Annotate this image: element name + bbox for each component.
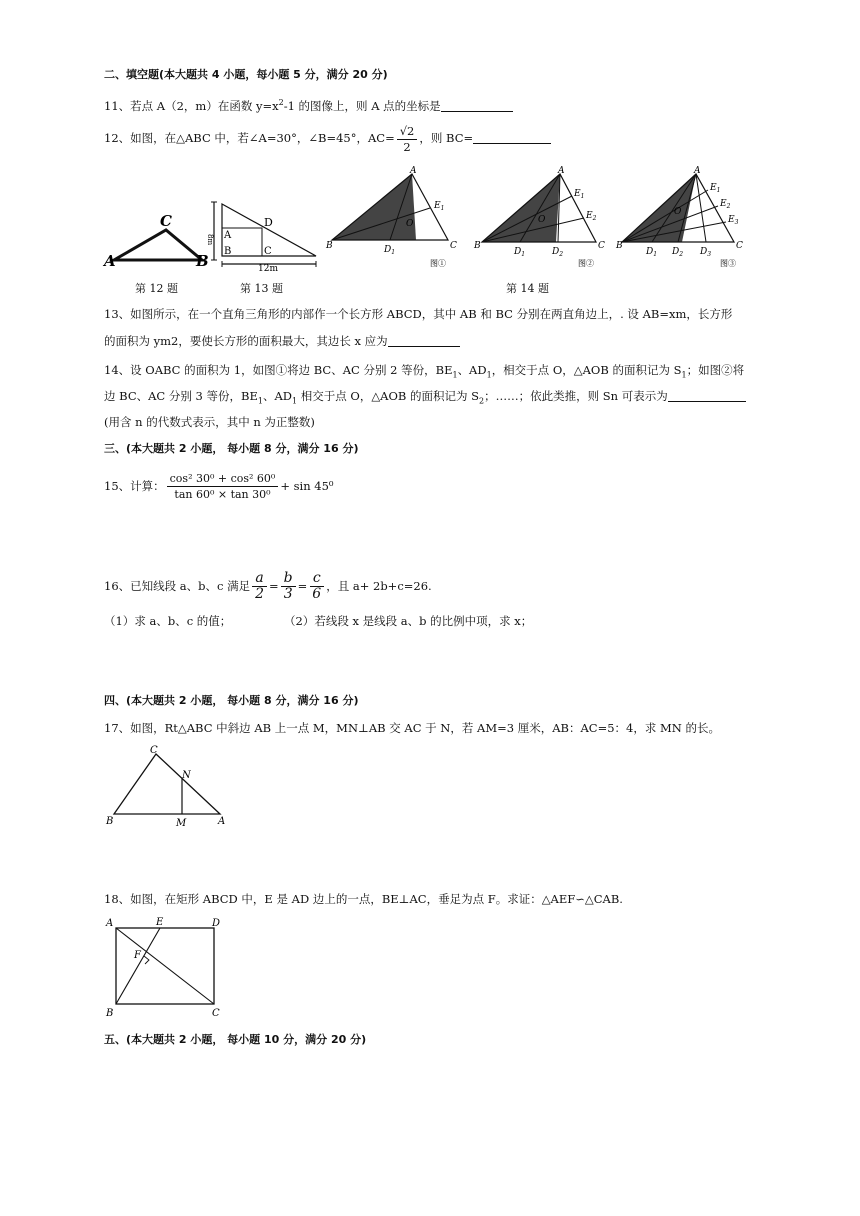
section2-header: 二、填空题(本大题共 4 小题，每小题 5 分，满分 20 分) — [104, 68, 388, 81]
fig14-3-label-a: A — [694, 166, 701, 176]
fig14-2-label-d1: $D_1$ — [514, 247, 526, 258]
fig13-label-b: B — [224, 246, 232, 257]
figure-14-2 — [474, 166, 616, 270]
q12-text-pre: 12、如图，在△ABC 中，若∠A=30°，∠B=45°，AC= — [104, 131, 395, 145]
fig14-3-label-e3: $E_3$ — [728, 215, 739, 226]
section3-header: 三、(本大题共 2 小题， 每小题 8 分，满分 16 分) — [104, 442, 359, 455]
fig14-3-label-b: B — [616, 241, 623, 251]
q16-frac-b-num: b — [281, 571, 296, 587]
q13-text: 的面积为 ym2，要使长方形的面积最大，其边长 x 应为 — [104, 334, 388, 348]
fig14-3-label-d1: $D_1$ — [646, 247, 658, 258]
question-11 — [104, 95, 513, 114]
q14-l2-sub3: 2 — [479, 396, 485, 406]
q15-text-post: + sin 45⁰ — [280, 479, 334, 493]
fig14-2-label-d2: $D_2$ — [552, 247, 564, 258]
q14-l2-d: ；……；依此类推，则 Sn 可表示为 — [484, 389, 668, 403]
q16-frac-b-den: 3 — [283, 585, 293, 602]
fig18-label-b: B — [106, 1008, 114, 1019]
fig12-label-b: B — [196, 252, 209, 270]
q12-text-post: ，则 BC= — [419, 131, 474, 145]
fig17-label-a: A — [218, 816, 226, 827]
fig18-label-c: C — [212, 1008, 220, 1019]
q15-text-pre: 15、计算： — [104, 479, 165, 493]
fig14-2-tag: 图② — [578, 259, 594, 268]
q16-frac-a-den: 2 — [255, 585, 265, 602]
figure-14-1 — [326, 168, 468, 270]
q16-fraction-c — [309, 571, 324, 602]
fig12-triangle — [114, 230, 202, 260]
fig14-2-label-o: O — [538, 215, 546, 225]
fig14-2-label-e1: $E_1$ — [574, 189, 585, 200]
fig14-1-label-e1: $E_1$ — [434, 201, 445, 212]
question-16 — [104, 566, 432, 606]
q11-text-post: -1 的图像上，则 A 点的坐标是 — [283, 98, 441, 113]
q11-answer-blank[interactable] — [441, 99, 513, 112]
figure-17 — [104, 744, 234, 830]
q16-eq1: = — [269, 579, 279, 593]
question-14-line2 — [104, 388, 746, 409]
fig14-3-label-o: O — [674, 207, 682, 217]
figure-12 — [104, 212, 212, 268]
fig14-3-label-d3: $D_3$ — [700, 247, 712, 258]
q12-ac-fraction — [397, 124, 418, 155]
fig14-2-label-a: A — [558, 166, 565, 176]
question-16-part2: （2）若线段 x 是线段 a、b 的比例中项，求 x； — [284, 614, 533, 628]
q14-l1-c: ，相交于点 O，△AOB 的面积记为 S — [491, 363, 682, 377]
q16-frac-c-den: 6 — [312, 585, 322, 602]
fig13-side-bottom: 12m — [258, 264, 278, 274]
q16-fraction-a — [252, 571, 267, 602]
fig18-label-a: A — [106, 918, 114, 929]
figure-18 — [104, 914, 224, 1020]
fig13-label-d: D — [264, 216, 273, 229]
q14-l1-d: ；如图②将 — [686, 363, 745, 377]
question-13-line1: 13、如图所示，在一个直角三角形的内部作一个长方形 ABCD，其中 AB 和 BC 分别在两直角边上，. 设 AB=xm，长方形 — [104, 307, 733, 321]
fig14-caption: 第 14 题 — [506, 282, 549, 295]
q14-l1-sub3: 1 — [681, 370, 687, 380]
fig14-2-label-e2: $E_2$ — [586, 211, 597, 222]
q16-text-pre: 16、已知线段 a、b、c 满足 — [104, 579, 251, 593]
q14-answer-blank[interactable] — [668, 389, 746, 402]
q13-answer-blank[interactable] — [388, 334, 460, 347]
q14-l1-a: 14、设 OABC 的面积为 1，如图①将边 BC、AC 分别 2 等份，BE — [104, 363, 453, 377]
q14-l1-sub1: 1 — [452, 370, 458, 380]
fig17-label-m: M — [176, 818, 187, 829]
q14-l2-a: 边 BC、AC 分别 3 等份，BE — [104, 389, 258, 403]
question-14-line3: (用含 n 的代数式表示，其中 n 为正整数) — [104, 415, 315, 429]
section5-header: 五、(本大题共 2 小题， 每小题 10 分，满分 20 分) — [104, 1033, 367, 1046]
q11-exponent: 2 — [278, 98, 284, 107]
fig13-label-c: C — [264, 246, 272, 257]
fig18-label-d: D — [212, 918, 221, 929]
question-16-part1: （1）求 a、b、c 的值； — [104, 614, 232, 628]
q15-fraction-num: cos² 30⁰ + cos² 60⁰ — [167, 471, 279, 487]
question-18: 18、如图，在矩形 ABCD 中，E 是 AD 边上的一点，BE⊥AC，垂足为点 F。求证：△AEF∽△CAB. — [104, 892, 623, 906]
q12-answer-blank[interactable] — [473, 131, 551, 144]
fig17-triangle — [114, 754, 220, 814]
question-15 — [104, 466, 334, 506]
fig12-caption: 第 12 题 — [135, 282, 178, 295]
q12-fraction-den: 2 — [403, 139, 411, 154]
fig17-label-n: N — [182, 770, 191, 781]
fig14-2-label-b: B — [474, 241, 481, 251]
question-12 — [104, 120, 551, 160]
fig17-label-c: C — [150, 745, 158, 756]
fig14-3-tag: 图③ — [720, 259, 736, 268]
q16-eq2: = — [297, 579, 308, 593]
q16-text-post: ，且 a+ 2b+c=26. — [326, 579, 432, 593]
fig14-1-tag: 图① — [430, 259, 446, 268]
fig14-1-label-c: C — [450, 241, 457, 251]
fig13-label-a: A — [224, 230, 232, 241]
fig12-label-a: A — [104, 252, 116, 270]
q14-l2-sub2: 1 — [291, 396, 298, 406]
q15-fraction — [167, 471, 279, 502]
question-13-line2 — [104, 333, 460, 349]
q12-fraction-num: √2 — [397, 124, 418, 140]
figure-13 — [208, 198, 326, 272]
fig18-label-f: F — [134, 950, 141, 961]
fig13-caption: 第 13 题 — [240, 282, 283, 295]
fig14-3-label-e2: $E_2$ — [720, 199, 731, 210]
fig17-label-b: B — [106, 816, 114, 827]
fig14-3-label-d2: $D_2$ — [672, 247, 684, 258]
question-14-line1 — [104, 362, 744, 383]
fig14-3-label-e1: $E_1$ — [710, 183, 721, 194]
fig14-1-label-d1: $D_1$ — [384, 245, 396, 256]
figure-14-3 — [616, 164, 760, 270]
question-17: 17、如图，Rt△ABC 中斜边 AB 上一点 M，MN⊥AB 交 AC 于 N，若 AM=3 厘米，AB：AC=5：4，求 MN 的长。 — [104, 721, 720, 735]
q14-l2-c: 相交于点 O，△AOB 的面积记为 S — [297, 389, 480, 403]
q15-fraction-den: tan 60⁰ × tan 30⁰ — [174, 487, 271, 501]
q14-l1-b: 、AD — [457, 363, 487, 377]
q14-l1-sub2: 1 — [486, 370, 492, 380]
q14-l2-sub1: 1 — [257, 396, 263, 406]
fig18-label-e: E — [156, 917, 164, 928]
fig18-diagonal-ac — [116, 928, 214, 1004]
fig12-label-c: C — [160, 212, 172, 230]
fig14-2-label-c: C — [598, 241, 605, 251]
fig14-1-label-b: B — [326, 241, 333, 251]
fig13-side-left: 8m — [206, 234, 214, 246]
q11-text-pre: 11、若点 A（2，m）在函数 y=x — [104, 98, 279, 113]
fig14-1-label-a: A — [410, 166, 417, 176]
q16-fraction-b — [281, 571, 296, 602]
fig18-segment-be — [116, 928, 160, 1004]
fig14-1-label-o: O — [406, 219, 414, 229]
q16-frac-c-num: c — [310, 571, 324, 587]
section4-header: 四、(本大题共 2 小题， 每小题 8 分，满分 16 分) — [104, 694, 359, 707]
q14-l2-b: 、AD — [262, 389, 292, 403]
fig14-3-label-c: C — [736, 241, 743, 251]
q16-frac-a-num: a — [252, 571, 266, 587]
